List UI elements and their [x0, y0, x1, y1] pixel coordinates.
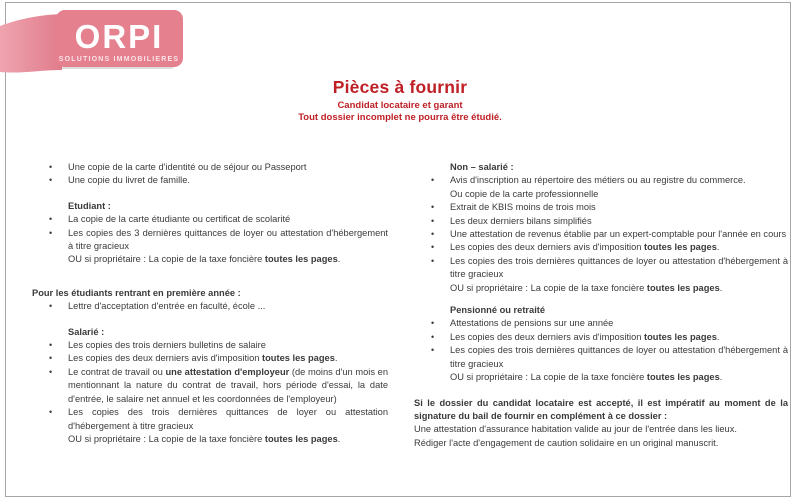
text-run: La copie de la carte étudiante ou certificat de scolarité	[68, 214, 291, 225]
text-run: .	[334, 353, 338, 364]
continuation-text	[450, 371, 788, 384]
list-item	[32, 300, 388, 313]
text-run: Les copies des trois derniers bulletins de salaire	[68, 340, 266, 351]
text-run: toutes les pages	[644, 242, 717, 253]
list-item	[32, 227, 388, 254]
bullet-marker: •	[431, 202, 435, 213]
bullet-marker: •	[431, 255, 435, 266]
bullet-marker: •	[431, 318, 435, 329]
list-item	[414, 228, 788, 241]
list-item	[414, 331, 788, 344]
bullet-marker: •	[49, 407, 53, 418]
text-run: Avis d'inscription au répertoire des métiers ou au registre du commerce.	[450, 175, 746, 186]
text-run: Une attestation de revenus établie par un expert-comptable pour l'année en cours	[450, 229, 787, 240]
bullet-marker: •	[49, 175, 53, 186]
text-run: OU si propriétaire : La copie de la taxe foncière	[68, 433, 265, 444]
list-item-text	[68, 161, 388, 174]
list-item-text	[68, 174, 388, 187]
section-heading: Pour les étudiants rentrant en première année :	[32, 287, 241, 298]
bullet-marker: •	[431, 345, 435, 356]
bullet-marker: •	[431, 229, 435, 240]
list-item	[32, 161, 388, 174]
subtitle-warning: Tout dossier incomplet ne pourra être étudié.	[298, 112, 502, 123]
bullet-marker: •	[431, 242, 435, 253]
list-item	[32, 339, 388, 352]
continuation-text	[68, 253, 388, 266]
list-item	[414, 344, 788, 371]
left-column	[32, 161, 388, 446]
logo-brand-text: ORPI	[74, 18, 164, 55]
text-run: Les copies des deux derniers avis d'imposition	[450, 331, 645, 342]
list-item	[32, 174, 388, 187]
list-item	[32, 366, 388, 406]
document-section	[32, 161, 388, 188]
text-run: Extrait de KBIS moins de trois mois	[450, 202, 596, 213]
orpi-ribbon-graphic	[0, 4, 205, 80]
list-item-text	[450, 331, 788, 344]
list-item	[414, 201, 788, 214]
text-run: OU si propriétaire : La copie de la taxe foncière	[450, 282, 647, 293]
continuation-text	[450, 282, 788, 295]
text-run: OU si propriétaire : La copie de la taxe foncière	[68, 254, 265, 265]
bullet-marker: •	[431, 331, 435, 342]
list-item	[414, 255, 788, 282]
subtitle-audience: Candidat locataire et garant	[337, 100, 463, 111]
text-run: .	[337, 433, 341, 444]
list-item-text	[68, 352, 388, 365]
text-run: toutes les pages	[262, 353, 335, 364]
text-run: .	[716, 242, 720, 253]
document-section	[414, 304, 788, 384]
text-run: toutes les pages	[646, 282, 720, 293]
text-run: Lettre d'acceptation d'entrée en faculté, école ...	[68, 301, 266, 312]
list-item-text	[68, 366, 388, 406]
text-run: toutes les pages	[264, 254, 338, 265]
bullet-marker: •	[431, 215, 435, 226]
list-item	[414, 317, 788, 330]
continuation-text	[450, 188, 788, 201]
paragraph	[414, 437, 788, 450]
orpi-logo	[0, 4, 205, 80]
list-item	[32, 213, 388, 226]
list-item-continuation	[414, 188, 788, 201]
list-item-text	[68, 406, 388, 433]
document-header	[0, 77, 800, 124]
bullet-marker: •	[49, 214, 53, 225]
text-run: .	[716, 331, 720, 342]
list-item-text	[68, 339, 388, 352]
text-run: Si le dossier du candidat locataire est accepté, il est impératif au moment de la signature du bail de fournir en complément à ce dossier :	[414, 397, 788, 421]
text-run: Le contrat de travail ou	[68, 366, 166, 377]
bullet-marker: •	[49, 366, 53, 377]
bullet-marker: •	[49, 301, 53, 312]
bullet-marker: •	[49, 162, 53, 172]
text-run: Ou copie de la carte professionnelle	[450, 188, 599, 199]
text-run: .	[337, 254, 341, 265]
list-item-text	[68, 213, 388, 226]
list-item-text	[450, 255, 788, 282]
right-column	[414, 161, 788, 450]
section-heading: Non – salarié :	[450, 162, 514, 172]
text-run: Les copies des trois dernières quittances de loyer ou attestation d'hébergement à titre gracieux	[450, 345, 788, 369]
list-item-text	[450, 174, 788, 187]
list-item-continuation	[414, 282, 788, 295]
text-run: Les copies des deux derniers avis d'imposition	[68, 353, 263, 364]
text-run: Attestations de pensions sur une année	[450, 318, 614, 329]
bullet-marker: •	[49, 227, 53, 238]
list-item-text	[450, 241, 788, 254]
paragraph	[414, 423, 788, 436]
logo-tagline-text: SOLUTIONS IMMOBILIERES	[58, 56, 180, 63]
section-heading: Etudiant :	[68, 200, 111, 211]
list-item	[32, 352, 388, 365]
text-run: OU si propriétaire : La copie de la taxe foncière	[450, 372, 647, 383]
list-item-text	[450, 228, 788, 241]
text-run: Les copies des trois dernières quittances de loyer ou attestation d'hébergement à titre gracieux	[68, 407, 388, 431]
text-run: Une attestation d'assurance habitation valide au jour de l'entrée dans les lieux.	[414, 424, 737, 435]
section-heading: Salarié :	[68, 326, 105, 337]
text-run: Les deux derniers bilans simplifiés	[450, 215, 592, 226]
ribbon-tail	[0, 14, 62, 73]
list-item-text	[450, 201, 788, 214]
list-item-continuation	[414, 371, 788, 384]
closing-note	[414, 397, 788, 451]
section-heading: Pensionné ou retraité	[450, 305, 546, 316]
list-item	[414, 174, 788, 187]
text-run: Une copie du livret de famille.	[68, 175, 190, 186]
text-run: une attestation d'employeur	[165, 366, 290, 377]
list-item-continuation	[32, 253, 388, 266]
list-item-continuation	[32, 433, 388, 446]
list-item-text	[68, 227, 388, 254]
document-section	[32, 200, 388, 267]
text-run: toutes les pages	[646, 372, 720, 383]
text-run: toutes les pages	[644, 331, 717, 342]
text-run: toutes les pages	[264, 433, 338, 444]
document-section	[32, 326, 388, 447]
list-item-text	[450, 344, 788, 371]
document-section	[32, 287, 388, 314]
text-run: Les copies des deux derniers avis d'imposition	[450, 242, 645, 253]
text-run: Une copie de la carte d'identité ou de séjour ou Passeport	[68, 162, 307, 172]
list-item	[414, 241, 788, 254]
text-run: Les copies des trois dernières quittances de loyer ou attestation d'hébergement à titre gracieux	[450, 255, 788, 280]
text-run: .	[719, 282, 723, 293]
page-title: Pièces à fournir	[332, 77, 468, 97]
list-item-text	[450, 317, 788, 330]
paragraph	[414, 397, 788, 424]
list-item	[32, 406, 388, 433]
text-run: Rédiger l'acte d'engagement de caution solidaire en un original manuscrit.	[414, 437, 719, 448]
bullet-marker: •	[431, 175, 435, 186]
list-item-text	[450, 215, 788, 228]
text-run: (de moins d'un mois en mentionnant la nature du contrat de travail, hors période d'essai, la date d'entrée, le salaire net annuel et les coordonnées de l'employeur)	[68, 366, 388, 404]
bullet-marker: •	[49, 340, 53, 351]
continuation-text	[68, 433, 388, 446]
list-item	[414, 215, 788, 228]
document-section	[414, 161, 788, 295]
text-run: Les copies des 3 dernières quittances de loyer ou attestation d'hébergement à titre gracieux	[68, 227, 388, 252]
text-run: .	[719, 372, 723, 383]
bullet-marker: •	[49, 353, 53, 364]
list-item-text	[68, 300, 388, 313]
